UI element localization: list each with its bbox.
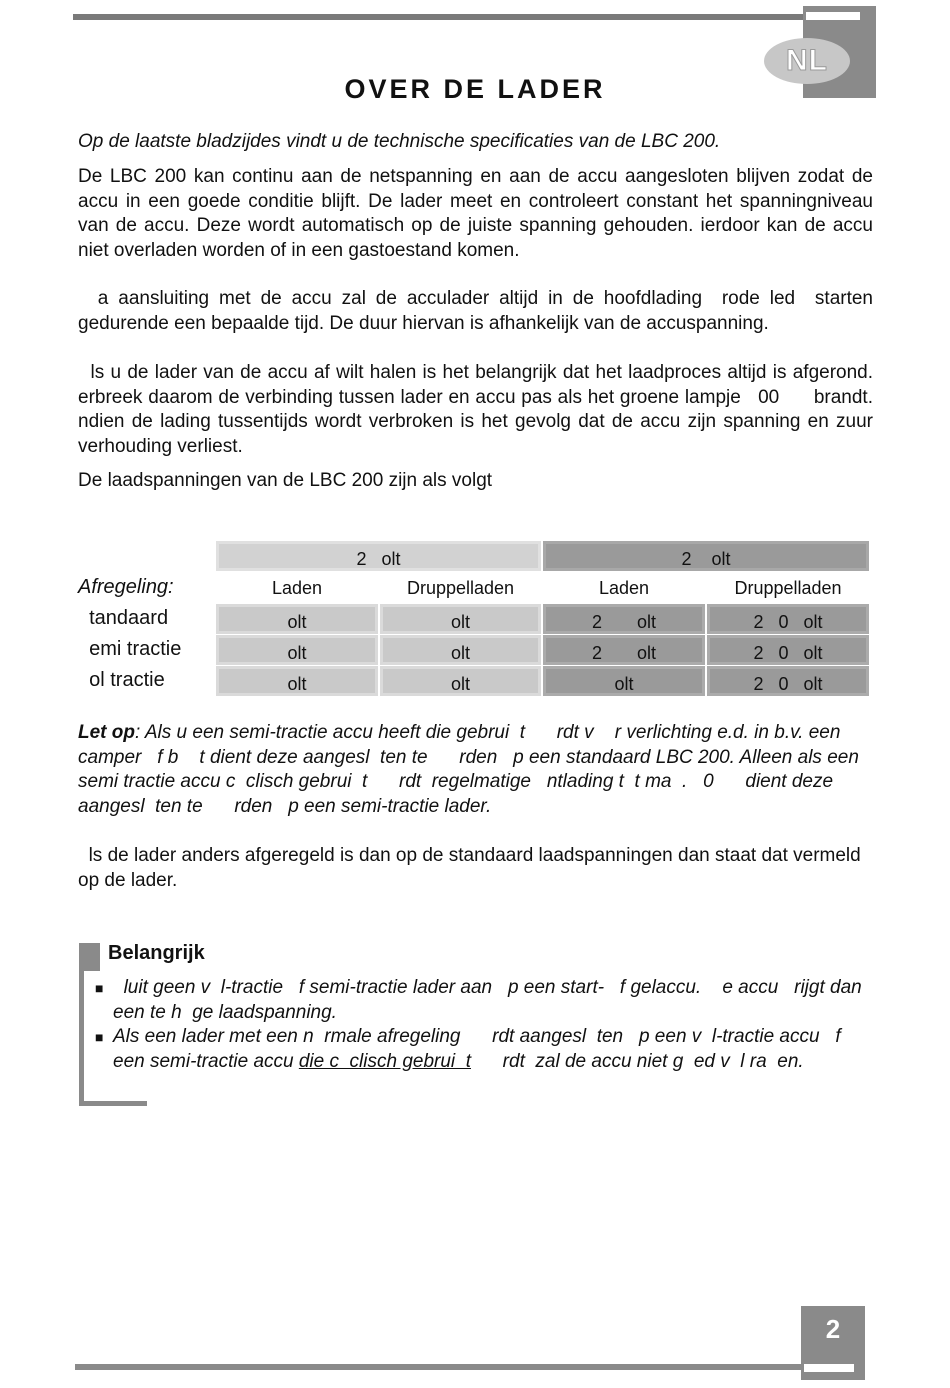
important-item-2-start: Als een lader met een n rmale afregeling rdt aangesl ten p een v l-tractie accu f een semi-tractie accu (113, 1026, 846, 1072)
table-cell: 2 olt (543, 604, 705, 634)
note-label: Let op (78, 722, 135, 743)
table-intro: De laadspanningen van de LBC 200 zijn als volgt (78, 470, 493, 491)
bullet-icon: ■ (95, 980, 104, 996)
column-header: Laden (271, 578, 323, 598)
table-cell: olt (543, 666, 705, 696)
column-header: Laden (598, 578, 650, 598)
header-rule (73, 14, 803, 20)
important-item-2-underlined: die c clisch gebrui t (298, 1050, 471, 1072)
table-cell: 2 0 olt (707, 604, 869, 634)
table-cell: 2 0 olt (707, 635, 869, 665)
table-cell: olt (216, 666, 378, 696)
corner-tab-notch (806, 12, 860, 20)
table-cell: olt (216, 604, 378, 634)
table-cell: olt (216, 635, 378, 665)
paragraph-3: ls u de lader van de accu af wilt halen is het belangrijk dat het laadproces altijd is afgerond. erbreek daarom de verbinding tussen lader en accu pas als het groene lampje 00 brandt. ndien de lading tussentijds wordt verbroken is het gevolg dat de accu zijn spanning en zuur verhouding verliest. (78, 362, 889, 457)
table-cell: olt (380, 666, 541, 696)
group-header-light: 2 olt (216, 541, 541, 571)
important-box-marker (79, 943, 100, 971)
footer-rule (75, 1364, 810, 1370)
page-number: 2 (825, 1314, 841, 1344)
column-header: Druppelladen (406, 578, 515, 598)
intro-text: Op de laatste bladzijdes vindt u de technische specificaties van de LBC 200. (78, 131, 721, 152)
row-label: ol tractie (78, 669, 165, 691)
important-item-2 (113, 1025, 868, 1074)
page-number-box-notch (804, 1364, 854, 1372)
note-text (78, 721, 868, 819)
row-label: tandaard (78, 607, 169, 629)
note-body: : Als u een semi-tractie accu heeft die gebrui t rdt v r verlichting e.d. in b.v. een camper f b t dient deze aangesl ten te rden p een standaard LBC 200. Alleen als een semi tractie accu c clisch gebrui t rdt regelmatige ntlading t t ma . 0 dient deze aangesl ten te rden p een semi-tractie lader. (78, 722, 865, 817)
setting-label: Afregeling: (78, 576, 174, 598)
important-item-2-end: rdt zal de accu niet g ed v l ra en. (471, 1050, 804, 1072)
table-cell: olt (380, 604, 541, 634)
page-title: OVER DE LADER (344, 74, 606, 104)
row-label: emi tractie (78, 638, 182, 660)
paragraph-2: a aansluiting met de accu zal de acculader altijd in de hoofdlading rode led starten gedurende een bepaalde tijd. De duur hiervan is afhankelijk van de accuspanning. (78, 288, 884, 334)
language-badge-text: NL (786, 44, 828, 77)
column-header: Druppelladen (734, 578, 842, 598)
important-title: Belangrijk (108, 942, 205, 964)
group-header-dark: 2 olt (543, 541, 869, 571)
important-item-1: luit geen v l-tractie f semi-tractie lader aan p een start- f gelaccu. e accu rijgt dan een te h ge laadspanning. (113, 977, 868, 1023)
bullet-icon: ■ (95, 1029, 104, 1045)
paragraph-1: De LBC 200 kan continu aan de netspanning en aan de accu aangesloten blijven zodat de accu in een goede conditie blijft. De lader meet en controleert constant het spanningniveau van de accu. Deze wordt automatisch op de juiste spanning gehouden. ierdoor kan de accu niet overladen worden of in een gastoestand komen. (78, 166, 873, 261)
table-cell: 2 0 olt (707, 666, 869, 696)
important-box-bottom (79, 1101, 147, 1106)
adjusted-note: ls de lader anders afgeregeld is dan op de standaard laadspanningen dan staat dat vermeld op de lader. (78, 845, 866, 891)
table-cell: olt (380, 635, 541, 665)
table-cell: 2 olt (543, 635, 705, 665)
